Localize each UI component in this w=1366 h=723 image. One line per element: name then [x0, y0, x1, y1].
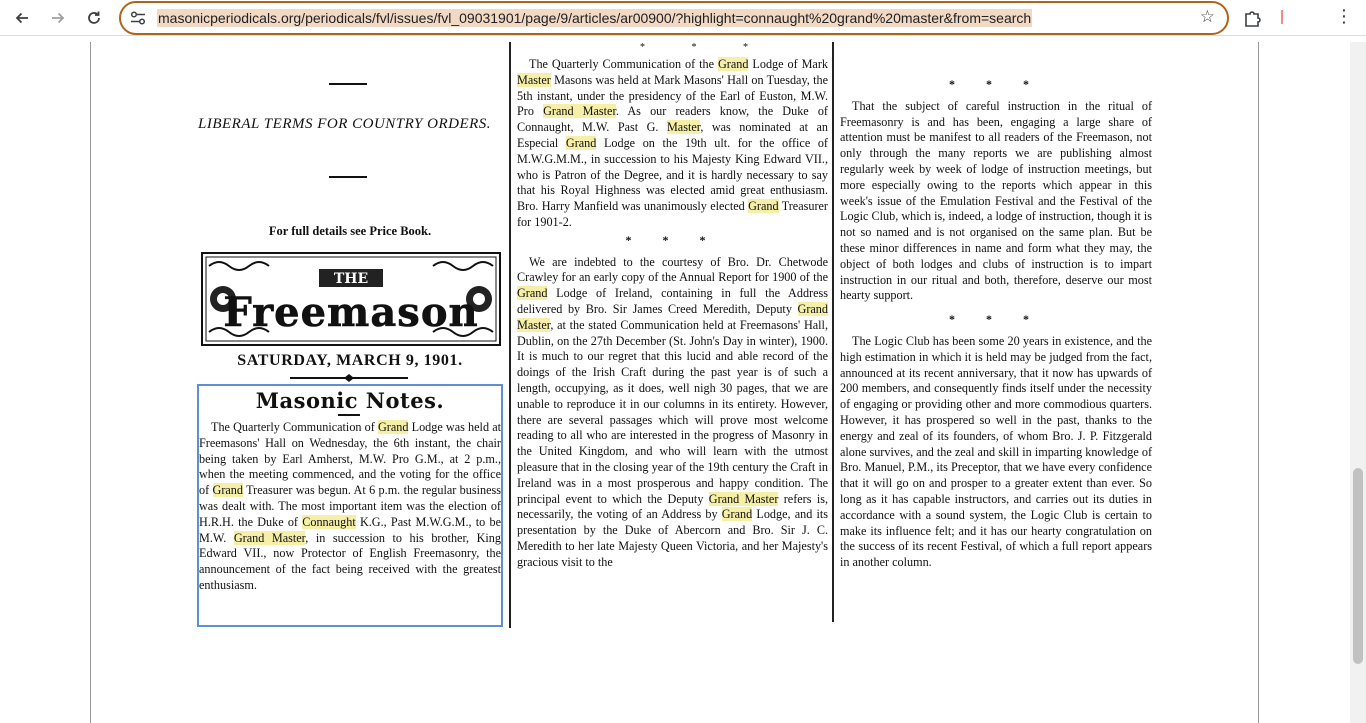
column-rule — [832, 42, 834, 622]
column-rule — [509, 42, 511, 628]
separator-stars: * * * — [949, 312, 1043, 327]
reload-button[interactable] — [80, 4, 108, 32]
page-viewer — [0, 42, 1366, 723]
separator-stars: * * * — [949, 77, 1043, 91]
arrow-right-icon — [50, 10, 66, 26]
scrollbar-thumb[interactable] — [1353, 468, 1363, 664]
masthead-the-text: THE — [333, 271, 369, 287]
liberal-terms-text: LIBERAL TERMS FOR COUNTRY ORDERS. — [198, 116, 492, 132]
dateline: SATURDAY, MARCH 9, 1901. — [237, 352, 463, 369]
arrow-left-icon — [14, 10, 30, 26]
divider — [338, 414, 360, 416]
article-column-1 — [199, 420, 501, 594]
divider — [329, 176, 367, 178]
masthead-name-text: Freemason — [223, 289, 479, 336]
article-column-2 — [517, 57, 828, 571]
kebab-icon[interactable]: ⋮ — [1335, 6, 1353, 27]
page-border-left — [90, 42, 91, 723]
browser-toolbar — [0, 0, 1366, 36]
article-paragraph: The Quarterly Communication of the Grand Lodge of Mark Master Masons was held at Mark Masons' Hall on Tuesday, the 5th instant, under the presidency of the Earl of Euston, M.W. Pro Grand Master. As our readers know, the Duke of Connaught, M.W. Past G. Master, was nominated at an Especial Grand Lodge on the 19th ult. for the office of M.W.G.M.M., in succession to his Majesty King Edward VII., who is Patron of the Degree, and it is hardly necessary to say that his Royal Highness was elected amid great enthusiasm. Bro. Harry Manfield was unanimously elected Grand Treasurer for 1901-2. — [517, 57, 828, 229]
address-bar[interactable] — [119, 1, 1229, 35]
article-paragraph: The Quarterly Communication of Grand Lodge was held at Freemasons' Hall on Wednesday, the 6th instant, the chair being taken by Earl Amherst, M.W. Pro G.M., at 2 p.m., when the meeting commenced, and the voting for the office of Grand Treasurer was begun. At 6 p.m. the regular business was dealt with. The most important item was the election of H.R.H. the Duke of Connaught K.G., Past M.W.G.M., to be M.W. Grand Master, in succession to his brother, King Edward VII., now Protector of English Freemasonry, the announcement of the fact being received with the greatest enthusiasm. — [199, 420, 502, 592]
article-paragraph: That the subject of careful instruction in the ritual of Freemasonry is and has been, engaging a large share of attention must be manifest to all readers of the Freemason, not only through the many reports we are publishing almost regularly week by week of lodge of instruction meetings, but more especially owing to the reports which appear in this week's issue of the Emulation Festival and the Festival of the Logic Club, which is, indeed, a lodge of instruction, though it is not so named and is not organised on the same plan. But be these minor differences in name and form what they may, the object of both lodges and clubs of instruction is to impart instruction in our ritual and both, therefore, deserve our most hearty support. — [840, 98, 1152, 303]
article-paragraph: The Logic Club has been some 20 years in existence, and the high estimation in which it is held may be judged from the fact, announced at its recent anniversary, that it now has upwards of 200 members, and consequently finds itself under the necessity of engaging or providing other and more commodious quarters. However, it has prospered so well in the past, thanks to the energy and zeal of its founders, of whom Bro. J. P. Fitzgerald alone survives, and the zeal and skill in imparting knowledge of Bro. Manuel, P.M., its Preceptor, that we have every confidence that it will go on and prosper to a greater extent than ever. So long as it has capable instructors, and carries out its duties in accordance with a sound system, the Logic Club is certain to make its influence felt; and it has our hearty congratulation on the success of its recent Festival, of which a full report appears in another column. — [840, 333, 1152, 570]
url-text[interactable]: masonicperiodicals.org/periodicals/fvl/issues/fvl_09031901/page/9/articles/ar00900/?highlight=connaught%20grand%20master&from=search — [158, 10, 1032, 26]
full-details-text: For full details see Price Book. — [268, 224, 432, 238]
ornament-divider — [290, 374, 408, 382]
reload-icon — [86, 10, 102, 26]
separator-stars: * * * — [625, 232, 720, 247]
freemason-masthead-logo — [201, 252, 501, 346]
tune-icon[interactable] — [129, 10, 147, 26]
forward-button[interactable] — [44, 4, 72, 32]
article-column-3 — [840, 75, 1152, 571]
page-border-right — [1258, 42, 1259, 723]
scrollbar[interactable] — [1350, 42, 1366, 723]
puzzle-icon[interactable] — [1243, 8, 1263, 28]
article-title: Masonic Notes. — [255, 388, 445, 413]
separator-stars: * * * — [640, 42, 770, 53]
article-paragraph: We are indebted to the courtesy of Bro. Dr. Chetwode Crawley for an early copy of the Annual Report for 1900 of the Grand Lodge of Ireland, containing in full the Address delivered by Bro. Sir James Creed Meredith, Deputy Grand Master, at the stated Communication held at Freemasons' Hall, Dublin, on the 27th December (St. John's Day in winter), 1900. It is much to our regret that this lucid and able record of the doings of the Irish Craft during the past year is of such a length, occupying, as it does, well nigh 30 pages, that we are unable to reproduce it in our columns in its entirety. However, there are several passages which will prove most welcome reading to all who are interested in the progress of Masonry in the United Kingdom, and who will learn with the utmost pleasure that in the closing year of the 19th century the Craft in Ireland was in a most prosperous and happy condition. The principal event to which the Deputy Grand Master refers is, necessarily, the voting of an Address by Grand Lodge, and its presentation by the Duke of Abercorn and Bro. Sir J. C. Meredith to her late Majesty Queen Victoria, and her Majesty's gracious visit to the — [517, 254, 829, 569]
profile-indicator[interactable] — [1281, 10, 1283, 24]
divider — [329, 83, 367, 85]
star-icon[interactable]: ☆ — [1199, 7, 1215, 27]
back-button[interactable] — [8, 4, 36, 32]
